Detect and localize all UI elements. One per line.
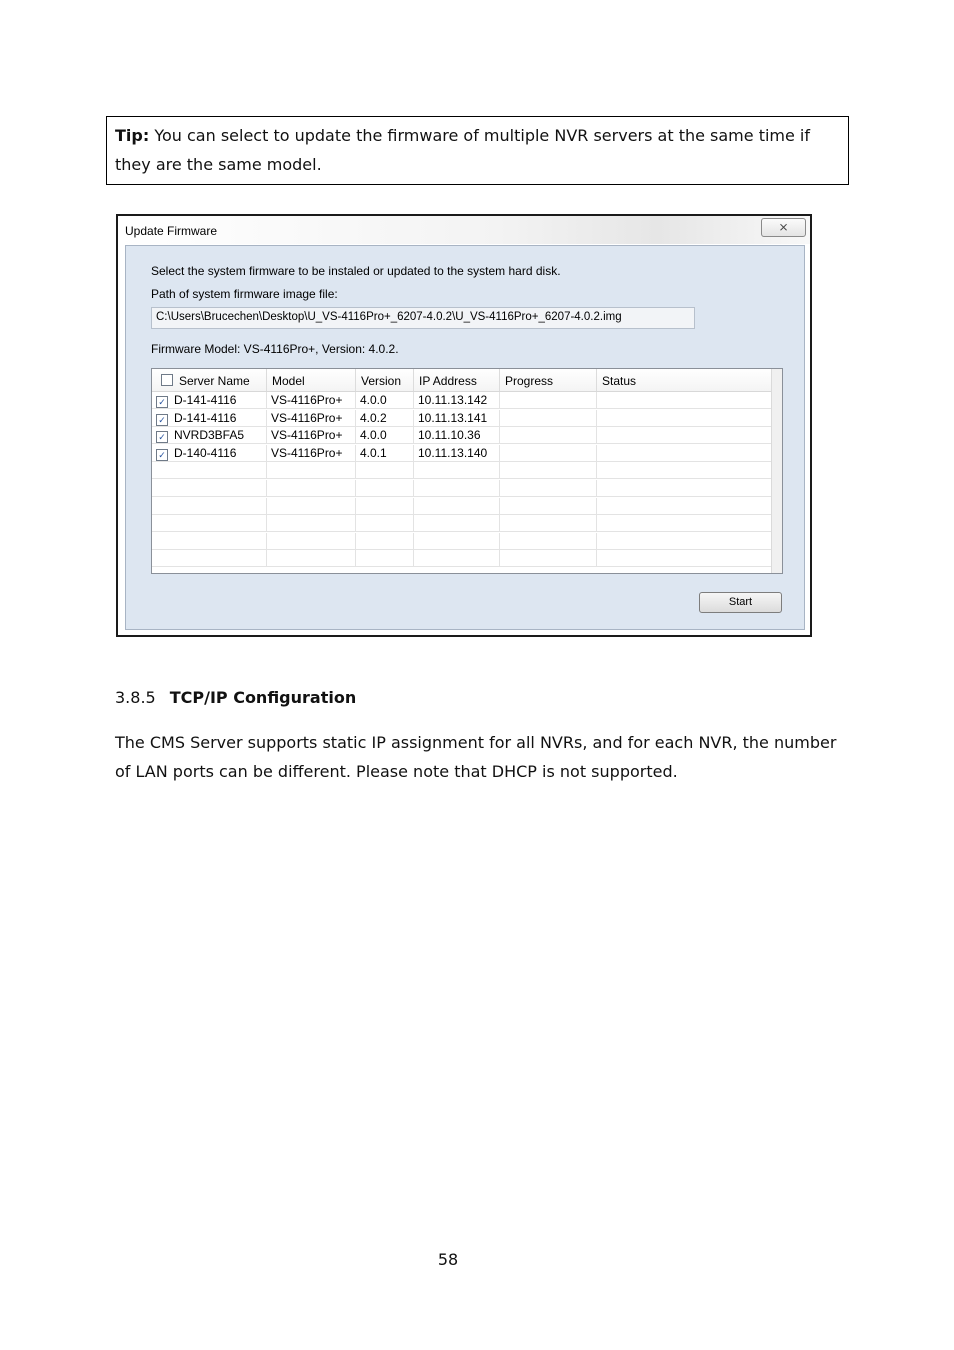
instruction-text: Select the system firmware to be instaled or updated to the system hard disk. [151, 264, 561, 278]
cell-name [152, 533, 267, 550]
cell-status [597, 498, 772, 515]
close-icon[interactable]: ⨯ [761, 218, 806, 237]
section-heading [115, 688, 356, 707]
column-version[interactable]: Version [356, 369, 414, 391]
cell-progress [500, 480, 597, 497]
body-paragraph: The CMS Server supports static IP assignment for all NVRs, and for each NVR, the number of LAN ports can be different. Please note that DHCP is not supported. [115, 733, 837, 781]
cell-ip: 10.11.10.36 [414, 427, 500, 444]
firmware-path-input[interactable]: C:\Users\Brucechen\Desktop\U_VS-4116Pro+_6207-4.0.2\U_VS-4116Pro+_6207-4.0.2.img [151, 307, 695, 329]
cell-progress [500, 462, 597, 479]
cell-ip [414, 498, 500, 515]
column-server-name[interactable] [152, 369, 267, 391]
cell-status [597, 392, 772, 409]
cell-name [152, 515, 267, 532]
table-row[interactable] [152, 392, 772, 409]
row-checkbox[interactable]: ✓ [156, 431, 168, 443]
cell-name [152, 498, 267, 515]
cell-name [152, 462, 267, 479]
cell-version: 4.0.2 [356, 410, 414, 427]
vertical-scrollbar[interactable] [771, 369, 782, 573]
firmware-model-text: Firmware Model: VS-4116Pro+, Version: 4.0.2. [151, 342, 399, 356]
cell-ip: 10.11.13.141 [414, 410, 500, 427]
cell-model [267, 480, 356, 497]
cell-version [356, 480, 414, 497]
cell-status [597, 427, 772, 444]
cell-status [597, 462, 772, 479]
cell-status [597, 533, 772, 550]
cell-model: VS-4116Pro+ [267, 410, 356, 427]
cell-status [597, 410, 772, 427]
cell-status [597, 480, 772, 497]
cell-model [267, 550, 356, 567]
server-name: D-141-4116 [174, 393, 237, 407]
path-label: Path of system firmware image file: [151, 287, 338, 301]
cell-ip: 10.11.13.140 [414, 445, 500, 462]
table-row [152, 498, 772, 515]
row-checkbox[interactable]: ✓ [156, 449, 168, 461]
select-all-checkbox[interactable] [161, 374, 173, 386]
server-name: NVRD3BFA5 [174, 428, 245, 443]
cell-version: 4.0.0 [356, 427, 414, 444]
cell-version [356, 515, 414, 532]
column-model[interactable]: Model [267, 369, 356, 391]
cell-ip [414, 550, 500, 567]
cell-status [597, 550, 772, 567]
row-checkbox[interactable]: ✓ [156, 414, 168, 426]
cell-progress [500, 550, 597, 567]
row-checkbox[interactable]: ✓ [156, 396, 168, 408]
table-row[interactable] [152, 445, 772, 462]
cell-ip [414, 515, 500, 532]
cell-name [152, 445, 267, 462]
table-header [152, 369, 772, 392]
cell-name [152, 392, 267, 409]
section-title: TCP/IP Configuration [169, 688, 357, 707]
dialog-body [125, 245, 805, 630]
server-table [151, 368, 783, 574]
table-row [152, 480, 772, 497]
column-status[interactable]: Status [597, 369, 772, 391]
table-row [152, 462, 772, 479]
cell-model [267, 498, 356, 515]
cell-version [356, 533, 414, 550]
cell-model [267, 515, 356, 532]
column-progress[interactable]: Progress [500, 369, 597, 391]
start-button[interactable]: Start [699, 592, 782, 613]
cell-name [152, 427, 267, 444]
dialog-title: Update Firmware [125, 224, 218, 238]
tip-text: You can select to update the firmware of multiple NVR servers at the same time if they are the same model. [115, 126, 811, 174]
table-row [152, 533, 772, 550]
cell-progress [500, 427, 597, 444]
cell-ip: 10.11.13.142 [414, 392, 500, 409]
cell-progress [500, 392, 597, 409]
cell-progress [500, 533, 597, 550]
cell-progress [500, 410, 597, 427]
server-name: D-141-4116 [174, 410, 237, 425]
cell-ip [414, 480, 500, 497]
section-number: 3.8.5 [115, 688, 156, 707]
table-row[interactable] [152, 410, 772, 427]
cell-status [597, 515, 772, 532]
dialog-titlebar [118, 216, 810, 244]
table-row [152, 550, 772, 567]
cell-name [152, 410, 267, 427]
cell-ip [414, 462, 500, 479]
cell-model [267, 533, 356, 550]
cell-status [597, 445, 772, 462]
cell-version: 4.0.1 [356, 445, 414, 462]
cell-progress [500, 498, 597, 515]
cell-model: VS-4116Pro+ [267, 427, 356, 444]
cell-model: VS-4116Pro+ [267, 392, 356, 409]
tip-label: Tip: [115, 126, 150, 145]
cell-ip [414, 533, 500, 550]
cell-version [356, 550, 414, 567]
cell-version [356, 462, 414, 479]
table-row[interactable] [152, 427, 772, 444]
cell-model: VS-4116Pro+ [267, 445, 356, 462]
cell-version: 4.0.0 [356, 392, 414, 409]
server-name: D-140-4116 [174, 445, 237, 460]
cell-name [152, 480, 267, 497]
cell-progress [500, 445, 597, 462]
column-ip-address[interactable]: IP Address [414, 369, 500, 391]
cell-version [356, 498, 414, 515]
cell-model [267, 462, 356, 479]
tip-box [106, 116, 849, 185]
page-number: 58 [437, 1250, 459, 1269]
column-label: Server Name [179, 374, 250, 388]
cell-name [152, 550, 267, 567]
table-row [152, 515, 772, 532]
cell-progress [500, 515, 597, 532]
update-firmware-dialog [116, 214, 812, 637]
